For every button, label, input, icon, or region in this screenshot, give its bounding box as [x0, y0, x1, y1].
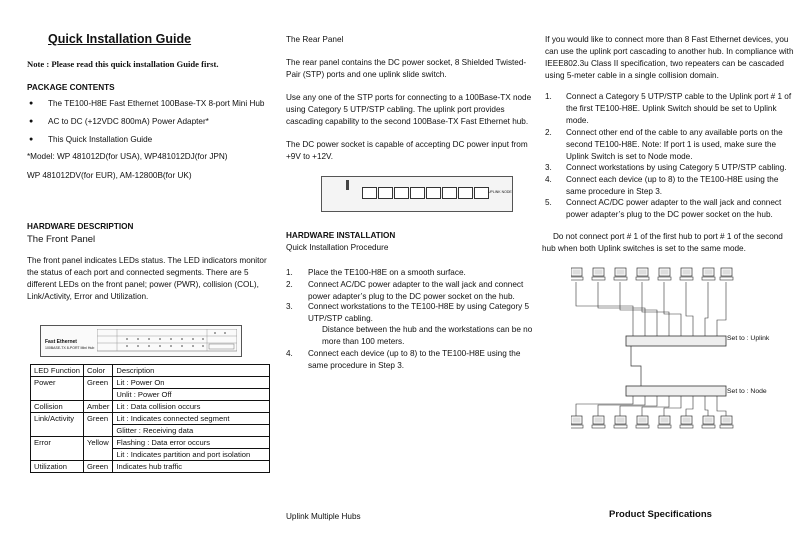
computer-screen — [617, 270, 625, 275]
rear-text-line: The DC power socket is capable of accepting DC power input from — [286, 140, 528, 149]
cable-line — [717, 282, 726, 336]
table-cell: Lit : Indicates partition and port isolation — [113, 449, 270, 461]
step-line: power adapter’s plug to the DC power socket on the hub. — [566, 210, 773, 219]
computer-screen — [705, 418, 713, 423]
computer-screen — [595, 270, 603, 275]
computer-screen — [595, 418, 603, 423]
table-cell: Error — [31, 437, 84, 461]
hub-uplink-icon — [626, 336, 726, 346]
table-cell: Indicates hub traffic — [113, 461, 270, 473]
step-number: 1. — [286, 268, 293, 277]
cable-line — [705, 282, 708, 336]
front-text-line: different LEDs on the front panel; power (PWR), collision (COL), — [27, 280, 259, 289]
table-row — [31, 461, 270, 473]
intro-line: If you would like to connect more than 8 Fast Ethernet devices, you — [545, 35, 789, 44]
hub-node-icon — [626, 386, 726, 396]
keyboard-icon — [592, 277, 605, 280]
led-function-table — [30, 364, 270, 473]
table-header-cell: LED Function — [31, 365, 84, 377]
keyboard-icon — [614, 277, 627, 280]
step-line: power adapter’s plug to the DC power socket on the hub. — [308, 292, 515, 301]
cable-line — [705, 396, 708, 416]
table-cell: Green — [84, 461, 113, 473]
model-line: *Model: WP 481012D(for USA), WP481012DJ(for JPN) — [27, 152, 228, 161]
intro-line: IEEE802.3u Class II specification, two repeaters can be cascaded — [545, 59, 784, 68]
step-line: Connect workstations by using Category 5 UTP/STP cabling. — [566, 163, 787, 172]
step-number: 4. — [286, 349, 293, 358]
package-heading: PACKAGE CONTENTS — [27, 83, 115, 92]
keyboard-icon — [571, 277, 583, 280]
install-heading: HARDWARE INSTALLATION — [286, 231, 396, 240]
table-cell: Unlit : Power Off — [113, 389, 270, 401]
hw-description-heading: HARDWARE DESCRIPTION — [27, 222, 134, 231]
table-cell: Lit : Data collision occurs — [113, 401, 270, 413]
step-number: 2. — [286, 280, 293, 289]
step-line: Connect AC/DC power adapter to the wall jack and connect — [566, 198, 782, 207]
step-line: mode. — [566, 116, 589, 125]
front-text-line: Link/Activity, Error and Utilization. — [27, 292, 149, 301]
step-note-line: Distance between the hub and the workstations can be no — [322, 325, 533, 334]
front-panel-title: The Front Panel — [27, 234, 96, 245]
column-2 — [286, 0, 536, 556]
cable-line — [620, 396, 657, 416]
rear-text-line: Pair (STP) ports and one uplink slide switch. — [286, 70, 447, 79]
column-3 — [542, 0, 808, 556]
rear-panel-title: The Rear Panel — [286, 35, 344, 44]
computer-screen — [617, 418, 625, 423]
warning-line: Do not connect port # 1 of the first hub to port # 1 of the second — [553, 232, 783, 241]
note-text: Note : Please read this quick installation Guide first. — [27, 59, 219, 69]
table-row — [31, 377, 270, 389]
step-line: same procedure in Step 3. — [308, 361, 405, 370]
package-item: ● AC to DC (+12VDC 800mA) Power Adapter* — [48, 115, 209, 129]
cable-line — [642, 282, 669, 336]
cascade-diagram — [571, 266, 741, 436]
keyboard-icon — [702, 277, 715, 280]
computer-screen — [639, 418, 647, 423]
table-header-cell: Color — [84, 365, 113, 377]
table-cell: Amber — [84, 401, 113, 413]
step-number: 4. — [545, 175, 552, 184]
cable-line — [598, 282, 645, 336]
keyboard-icon — [658, 277, 671, 280]
cable-line — [664, 396, 681, 416]
table-row — [31, 413, 270, 425]
package-item: ● This Quick Installation Guide — [48, 133, 152, 147]
table-cell: Collision — [31, 401, 84, 413]
rear-text-line: Use any one of the STP ports for connecting to a 100Base-TX node — [286, 93, 532, 102]
rear-panel-image — [321, 176, 513, 212]
step-line: Connect a Category 5 UTP/STP cable to the Uplink port # 1 of — [566, 92, 792, 101]
step-line: same procedure in Step 3. — [566, 187, 663, 196]
step-line: Place the TE100-H8E on a smooth surface. — [308, 268, 466, 277]
package-item: ● The TE100-H8E Fast Ethernet 100Base-TX 8-port Mini Hub — [48, 97, 264, 111]
column-1 — [0, 0, 270, 556]
table-cell: Lit : Power On — [113, 377, 270, 389]
rj45-port-icon — [394, 187, 409, 199]
table-cell: Flashing : Data error occurs — [113, 437, 270, 449]
keyboard-icon — [680, 425, 693, 428]
power-socket-icon — [346, 180, 349, 190]
computer-screen — [573, 418, 581, 423]
install-subheading: Quick Installation Procedure — [286, 243, 389, 252]
keyboard-icon — [636, 277, 649, 280]
label-node: Set to : Node — [727, 388, 767, 395]
rj45-port-icon — [378, 187, 393, 199]
led-grid-graphic — [97, 329, 237, 353]
table-row — [31, 401, 270, 413]
intro-line: can use the uplink port cascading to another hub. In compliance with — [545, 47, 794, 56]
table-cell: Green — [84, 413, 113, 437]
cable-line — [686, 396, 693, 416]
rj45-port-icon — [442, 187, 457, 199]
rj45-port-icon — [458, 187, 473, 199]
table-header-row — [31, 365, 270, 377]
cable-line — [620, 282, 657, 336]
table-cell: Link/Activity — [31, 413, 84, 437]
step-line: Uplink Switch is set to Node mode. — [566, 152, 693, 161]
keyboard-icon — [614, 425, 627, 428]
step-line: Connect each device (up to 8) to the TE100-H8E using the — [566, 175, 779, 184]
computer-screen — [661, 270, 669, 275]
computer-screen — [683, 270, 691, 275]
table-row — [31, 437, 270, 449]
keyboard-icon — [571, 425, 583, 428]
table-cell: Green — [84, 377, 113, 401]
step-line: second TE100-H8E. Note: If port 1 is used, make sure the — [566, 140, 777, 149]
rj45-port-icon — [362, 187, 377, 199]
front-text-line: The front panel indicates LEDs status. The LED indicators monitor — [27, 256, 267, 265]
rj45-port-icon — [474, 187, 489, 199]
step-note-line: more than 100 meters. — [322, 337, 405, 346]
table-cell: Lit : Indicates connected segment — [113, 413, 270, 425]
cable-line — [664, 282, 681, 336]
keyboard-icon — [658, 425, 671, 428]
uplink-switch-label: UPLINK NODE — [488, 190, 512, 194]
step-line: Connect each device (up to 8) to the TE100-H8E using the — [308, 349, 521, 358]
step-number: 5. — [545, 198, 552, 207]
intro-line: using 5-meter cable in a single collision domain. — [545, 71, 719, 80]
keyboard-icon — [636, 425, 649, 428]
step-line: the first TE100-H8E. Uplink Switch should be set to Uplink — [566, 104, 777, 113]
keyboard-icon — [592, 425, 605, 428]
step-number: 2. — [545, 128, 552, 137]
computer-screen — [723, 418, 731, 423]
footer-text: Uplink Multiple Hubs — [286, 512, 361, 521]
rj45-port-icon — [410, 187, 425, 199]
footer-heading: Product Specifications — [609, 509, 712, 520]
computer-screen — [683, 418, 691, 423]
rear-text-line: +9V to +12V. — [286, 152, 334, 161]
cable-line — [576, 282, 633, 336]
step-line: Connect AC/DC power adapter to the wall jack and connect — [308, 280, 524, 289]
cascade-cable — [631, 346, 641, 386]
keyboard-icon — [720, 425, 733, 428]
step-number: 1. — [545, 92, 552, 101]
front-image-label: Fast Ethernet — [45, 339, 77, 345]
cable-line — [686, 282, 693, 336]
step-number: 3. — [286, 302, 293, 311]
table-cell: Utilization — [31, 461, 84, 473]
front-text-line: the status of each port and connected segments. There are 5 — [27, 268, 249, 277]
computer-screen — [639, 270, 647, 275]
rear-text-line: The rear panel contains the DC power socket, 8 Shielded Twisted- — [286, 58, 527, 67]
step-line: Connect other end of the cable to any available ports on the — [566, 128, 783, 137]
keyboard-icon — [720, 277, 733, 280]
computer-screen — [573, 270, 581, 275]
step-number: 3. — [545, 163, 552, 172]
page-title: Quick Installation Guide — [48, 32, 192, 46]
rear-text-line: cascading capability to the second 100Base-TX Fast Ethernet hub. — [286, 117, 529, 126]
computer-screen — [661, 418, 669, 423]
front-panel-image — [40, 325, 242, 357]
front-image-sublabel: 100BASE-TX 8-PORT Mini Hub — [45, 346, 95, 350]
table-cell: Glitter : Receiving data — [113, 425, 270, 437]
keyboard-icon — [702, 425, 715, 428]
step-line: Connect workstations to the TE100-H8E by using Category 5 — [308, 302, 530, 311]
computer-screen — [705, 270, 713, 275]
computer-screen — [723, 270, 731, 275]
cable-line — [717, 396, 726, 416]
rear-text-line: using Category 5 UTP/STP cabling. The uplink port provides — [286, 105, 505, 114]
warning-line: hub when both Uplink switches is set to the same mode. — [542, 244, 746, 253]
label-uplink: Set to : Uplink — [727, 335, 770, 342]
table-cell: Power — [31, 377, 84, 401]
table-cell: Yellow — [84, 437, 113, 461]
table-header-cell: Description — [113, 365, 270, 377]
step-line: UTP/STP cabling. — [308, 314, 373, 323]
keyboard-icon — [680, 277, 693, 280]
rj45-port-icon — [426, 187, 441, 199]
model-line: WP 481012DV(for EUR), AM-12800B(for UK) — [27, 171, 192, 180]
